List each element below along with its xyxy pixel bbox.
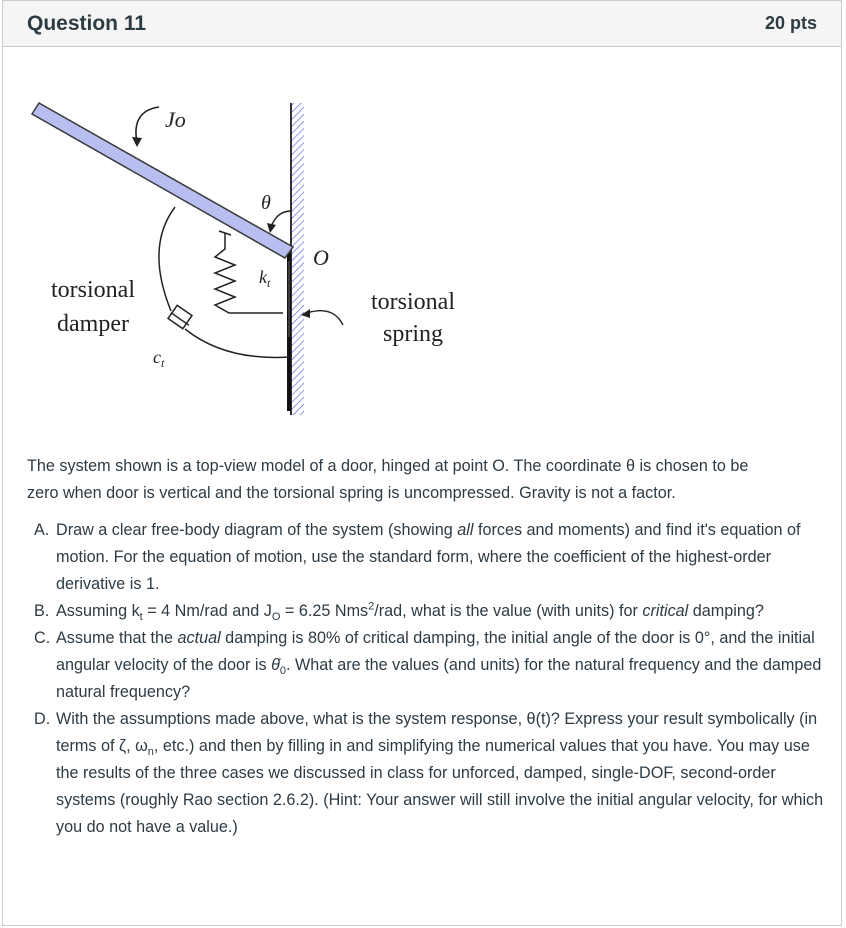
part-emphasis: actual [177,629,221,647]
question-card [2,0,842,926]
spring-pointer [301,309,343,325]
part-text: forces and moments) and find it's equation of motion. For the equation of motion, use the standard form, where the coefficient of the highest-order derivative is 1. [56,521,801,593]
part-c [27,625,827,706]
part-letter: C. [34,629,51,647]
part-letter: D. [34,710,51,728]
theta-dot-symbol: θ̇ [271,656,280,674]
label-o: O [313,245,329,270]
parts-list [27,517,827,841]
part-letter: A. [34,521,50,539]
subscript: n [147,746,154,759]
intro-line-2: zero when door is vertical and the torsional spring is uncompressed. Gravity is not a factor. [27,484,676,502]
question-points: 20 pts [764,13,817,33]
part-text: Assuming k [56,602,140,620]
subscript: 0 [279,665,286,678]
part-d [27,706,827,841]
label-ct: $c_t$ [153,347,165,370]
wall [291,103,304,415]
label-damper-1: torsional [51,277,135,303]
part-text: damping is 80% of critical damping, the initial angle of the door is 0°, and the initial angular velocity of the door is [56,629,815,674]
intro-paragraph [27,453,827,507]
label-kt: $k_t$ [259,267,271,290]
part-text: With the assumptions made above, what is the system response, θ(t)? Express your result symbolically (in terms of ζ, ω [56,710,818,755]
part-text: Assume that the [56,629,178,647]
question-body [27,453,827,841]
part-text: /rad, what is the value (with units) for [374,602,643,620]
theta-arc [267,211,291,233]
part-text: = 6.25 Nms [280,602,369,620]
label-damper-2: damper [57,311,129,337]
subscript: O [271,611,281,624]
jo-arrow [132,107,159,147]
part-emphasis: critical [642,602,689,620]
question-header [3,1,841,47]
part-text: , etc.) and then by filling in and simplifying the numerical values that you have. You may use the results of the three cases we discussed in class for unforced, damped, single-DOF, second-order systems (roughly Rao section 2.6.2). (Hint: Your answer will still involve the initial angular velocity, for which you do not have a value.) [56,737,824,836]
door [32,103,293,258]
part-text: . What are the values (and units) for the natural frequency and the damped natural frequency? [56,656,822,701]
part-a [27,517,827,598]
question-title: Question 11 [27,11,147,35]
superscript: 2 [368,600,375,613]
door-diagram [3,47,843,427]
subscript: t [139,611,143,624]
label-jo: Jo [165,107,186,132]
part-b [27,598,827,625]
label-theta: θ [261,192,271,214]
part-emphasis: all [457,521,474,539]
label-spring-2: spring [383,321,443,347]
part-letter: B. [34,602,50,620]
intro-line-1: The system shown is a top-view model of a door, hinged at point O. The coordinate θ is chosen to be [27,457,749,475]
part-text: = 4 Nm/rad and J [142,602,272,620]
part-text: Draw a clear free-body diagram of the system (showing [56,521,458,539]
part-text: damping? [688,602,764,620]
label-spring-1: torsional [371,289,455,315]
